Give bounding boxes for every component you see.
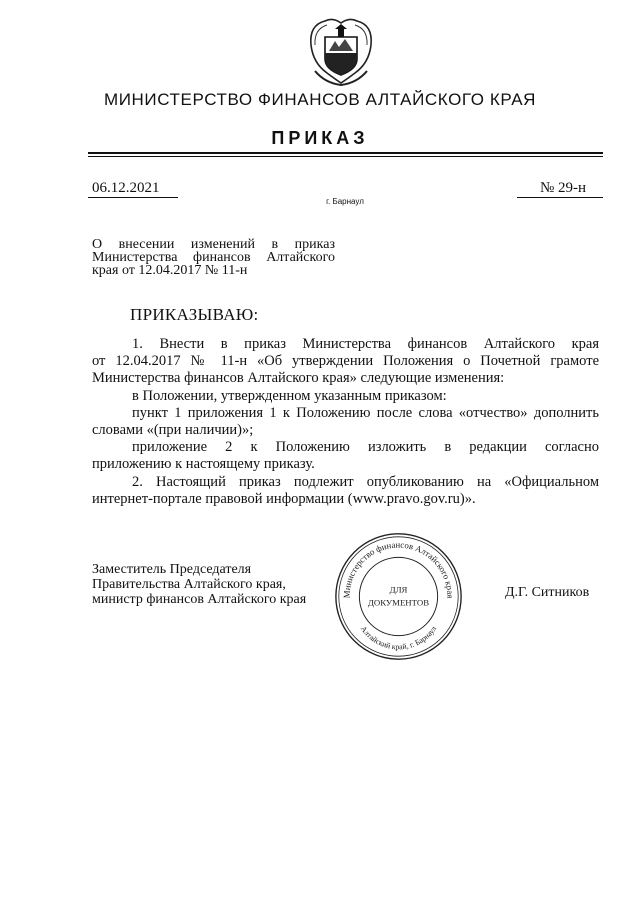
order-subject <box>92 238 335 277</box>
body-line: пункт 1 приложения 1 к Положению после слова «отчество» дополнить <box>132 404 599 421</box>
ministry-name: МИНИСТЕРСТВО ФИНАНСОВ АЛТАЙСКОГО КРАЯ <box>103 90 537 109</box>
position-line: Правительства Алтайского края, <box>92 577 286 592</box>
stamp-ring-text: Министерство финансов Алтайского края <box>341 539 456 599</box>
subject-line: О внесении изменений в приказ <box>92 237 335 252</box>
signatory-position <box>92 562 306 607</box>
header-rule-thick <box>88 152 603 154</box>
body-line: Министерства финансов Алтайского края» следующие изменения: <box>92 370 505 387</box>
body-line: от 12.04.2017 № 11-н «Об утверждении Положения о Почетной грамоте <box>92 353 599 370</box>
body-line: словами «(при наличии)»; <box>92 422 254 439</box>
subject-line: Министерства финансов Алтайского <box>92 250 335 265</box>
order-directive-word: ПРИКАЗЫВАЮ: <box>130 305 259 324</box>
body-line: 2. Настоящий приказ подлежит опубликованию на «Официальном <box>132 473 599 490</box>
stamp-center-line: ДОКУМЕНТОВ <box>367 597 430 608</box>
position-line: Заместитель Председателя <box>92 562 252 577</box>
position-line: министр финансов Алтайского края <box>92 592 307 607</box>
coat-of-arms-emblem <box>305 15 377 87</box>
order-body <box>92 336 599 508</box>
body-line: в Положении, утвержденном указанным приказом: <box>132 387 447 404</box>
order-date: 06.12.2021 <box>92 180 160 196</box>
subject-line: края от 12.04.2017 № 11-н <box>92 263 248 278</box>
document-type-title: ПРИКАЗ <box>271 128 369 148</box>
signatory-name: Д.Г. Ситников <box>505 585 590 600</box>
stamp-center-line: ДЛЯ <box>389 584 408 595</box>
city-label: г. Барнаул <box>326 197 364 206</box>
body-line: приложению к настоящему приказу. <box>92 456 315 473</box>
official-stamp <box>330 528 467 665</box>
body-line: интернет-портале правовой информации (www.pravo.gov.ru)». <box>92 490 476 507</box>
stamp-bottom-text: Алтайский край, г. Барнаул <box>358 624 439 652</box>
order-number: № 29-н <box>540 180 587 196</box>
body-line: 1. Внести в приказ Министерства финансов Алтайского края <box>132 336 599 352</box>
body-line: приложение 2 к Положению изложить в редакции согласно <box>132 439 599 456</box>
header-rule-thin <box>88 156 603 157</box>
